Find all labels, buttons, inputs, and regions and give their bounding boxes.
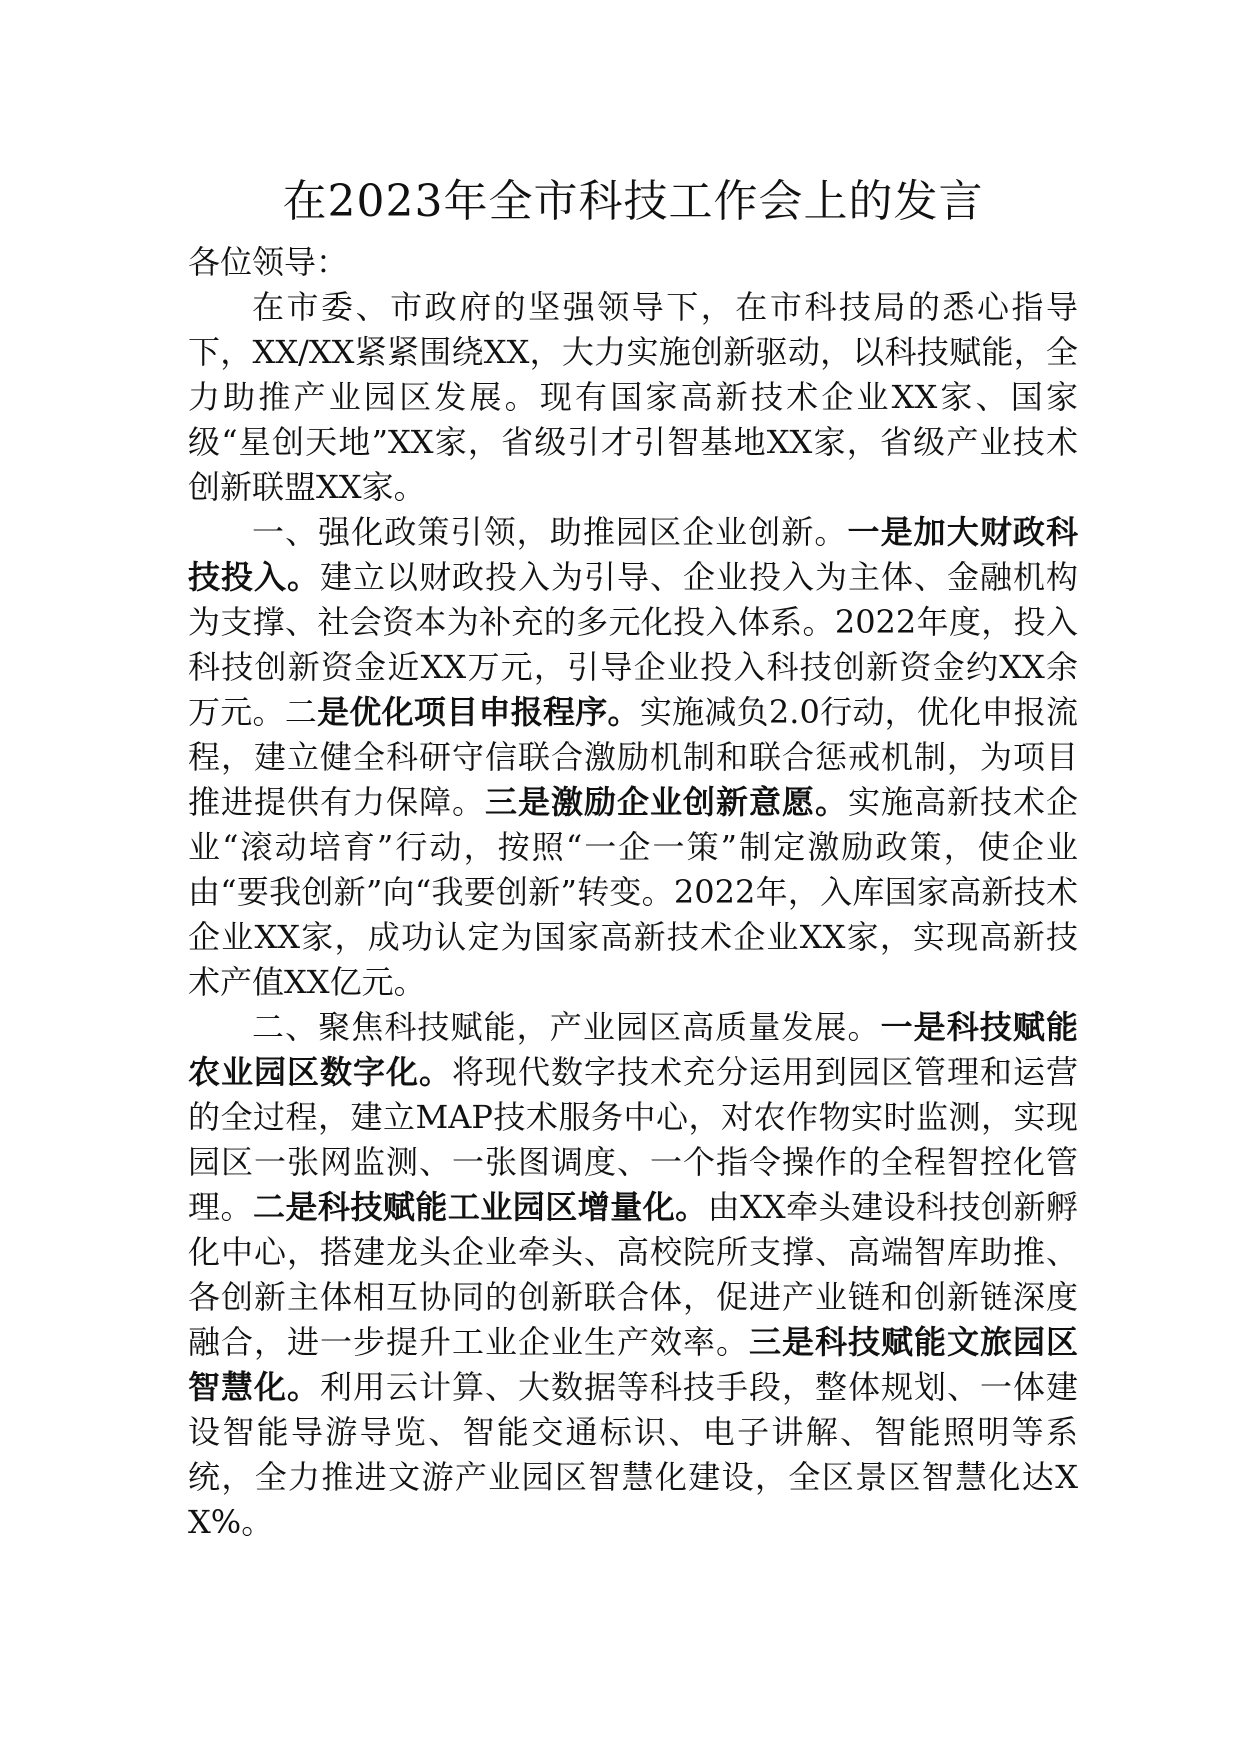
section-1-item-2-text: 实施减负2.0行动，优化申报流程，建立健全科研守信联合激励机制和联合惩戒机制，为项目推进提供有力保障。 [188,693,1078,821]
section-2-item-2-text: 由XX牵头建设科技创新孵化中心，搭建龙头企业牵头、高校院所支撑、高端智库助推、各创新主体相互协同的创新联合体，促进产业链和创新链深度融合，进一步提升工业企业生产效率。 [188,1188,1078,1361]
section-2-item-3-text: 利用云计算、大数据等科技手段，整体规划、一体建设智能导游导览、智能交通标识、电子讲解、智能照明等系统，全力推进文游产业园区智慧化建设，全区景区智慧化达XX%。 [188,1368,1078,1541]
document-page [188,170,1078,1545]
section-1-item-2-prefix: 二 [284,693,318,731]
section-1-heading: 一、强化政策引领，助推园区企业创新。 [252,513,848,551]
section-2-item-2-title: 二是科技赋能工业园区增量化。 [252,1188,708,1226]
section-1-item-1-text: 建立以财政投入为引导、企业投入为主体、金融机构为支撑、社会资本为补充的多元化投入体系。2022年度，投入科技创新资金近XX万元，引导企业投入科技创新资金约XX余万元。 [188,558,1078,731]
section-2-item-1-title: 一是科技赋能农业园区数字化。 [188,1008,1078,1091]
section-1-paragraph [188,510,1078,1005]
intro-paragraph: 在市委、市政府的坚强领导下，在市科技局的悉心指导下，XX/XX紧紧围绕XX，大力实施创新驱动，以科技赋能，全力助推产业园区发展。现有国家高新技术企业XX家、国家级“星创天地”XX家，省级引才引智基地XX家，省级产业技术创新联盟XX家。 [188,288,1078,506]
section-2-paragraph [188,1005,1078,1545]
section-1-item-1-title: 一是加大财政科技投入。 [188,513,1078,596]
section-1-item-3-text: 实施高新技术企业“滚动培育”行动，按照“一企一策”制定激励政策，使企业由“要我创新”向“我要创新”转变。2022年，入库国家高新技术企业XX家，成功认定为国家高新技术企业XX家，实现高新技术产值XX亿元。 [188,783,1078,1001]
section-2-heading: 二、聚焦科技赋能，产业园区高质量发展。 [252,1008,881,1046]
document-title: 在2023年全市科技工作会上的发言 [282,176,984,227]
section-2-item-1-text: 将现代数字技术充分运用到园区管理和运营的全过程，建立MAP技术服务中心，对农作物实时监测，实现园区一张网监测、一张图调度、一个指令操作的全程智控化管理。 [188,1053,1078,1226]
section-1-item-3-title: 三是激励企业创新意愿。 [484,783,848,821]
salutation: 各位领导： [188,243,349,281]
section-1-item-2-title: 是优化项目申报程序。 [317,693,640,731]
section-2-item-3-title: 三是科技赋能文旅园区智慧化。 [188,1323,1078,1406]
